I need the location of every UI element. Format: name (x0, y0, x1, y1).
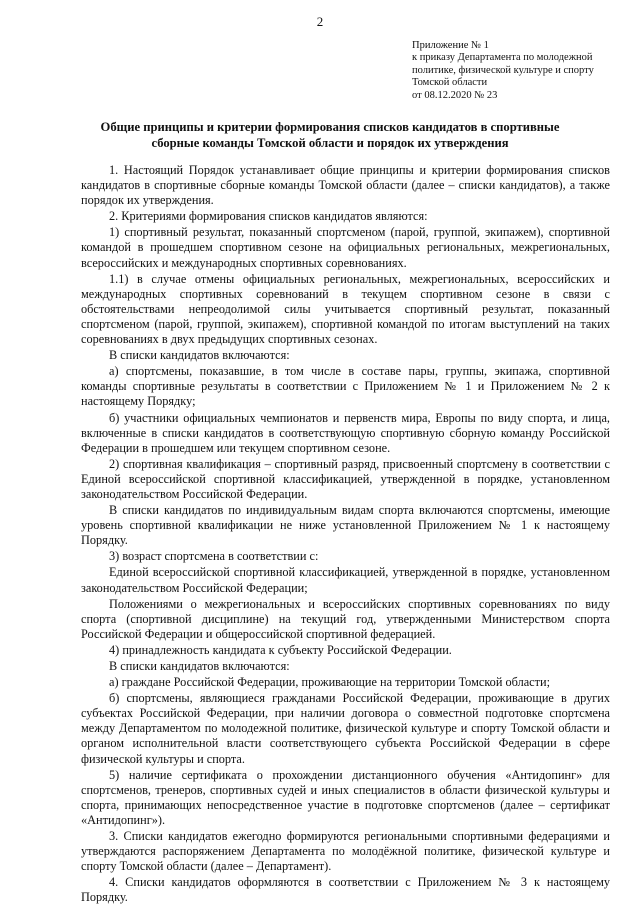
paragraph-2: 2. Критериями формирования списков кандидатов являются: (109, 209, 428, 224)
paragraph-criterion-4: 4) принадлежность кандидата к субъекту Российской Федерации. (109, 642, 452, 657)
appendix-line: от 08.12.2020 № 23 (412, 89, 498, 101)
paragraph-criterion-1-1: 1.1) в случае отмены официальных региональных, межрегиональных, всероссийских и международных спортивных соревнований в текущем спортивном сезоне в связи с обстоятельствами непреодолимой силы учитывается спортивный результат, показанный спортсменом (парой, группой, экипажем), спортивной командой по итогам выступлений на таких соревнованиях в двух предыдущих спортивных сезонах. (81, 271, 610, 347)
appendix-header (412, 40, 627, 102)
paragraph-1: 1. Настоящий Порядок устанавливает общие принципы и критерии формирования списков кандидатов в спортивные сборные команды Томской области (далее – списки кандидатов), а также порядок их утверждения. (81, 163, 610, 208)
page-number: 2 (316, 14, 324, 29)
paragraph-criterion-2: 2) спортивная квалификация – спортивный разряд, присвоенный спортсмену в соответствии с Единой всероссийской спортивной классификацией, утвержденной в порядке, установленном законодательством Российской Федерации. (81, 456, 610, 501)
paragraph-individual-sports: В списки кандидатов по индивидуальным видам спорта включаются спортсмены, имеющие уровень спортивной квалификации не ниже установленной Приложением № 1 к настоящему Порядку. (81, 503, 610, 548)
paragraph-4: 4. Списки кандидатов оформляются в соответствии с Приложением № 3 к настоящему Порядку. (81, 875, 610, 905)
paragraph-include-b: б) участники официальных чемпионатов и первенств мира, Европы по виду спорта, и лица, включенные в списки кандидатов в соответствующую спортивную сборную команду Российской Федерации в прошедшем или текущем спортивном сезоне. (81, 410, 610, 455)
paragraph-citizens-b: б) спортсмены, являющиеся гражданами Российской Федерации, проживающие в других субъектах Российской Федерации, при наличии договора о совместной подготовке спортсмена между Департаментом по молодежной политике, физической культуре и спорту Томской области и органом исполнительной власти соответствующего субъекта Российской Федерации в сфере физической культуры и спорта. (81, 691, 610, 766)
paragraph-3: 3. Списки кандидатов ежегодно формируются региональными спортивными федерациями и утверждаются распоряжением Департамента по молодёжной политике, физической культуре и спорту Томской области (далее – Департамент). (81, 829, 610, 874)
paragraph-include-a: а) спортсмены, показавшие, в том числе в составе пары, группы, экипажа, спортивной команды спортивные результаты в соответствии с Приложением № 1 и Приложением № 2 к настоящему Порядку; (81, 364, 610, 409)
paragraph-criterion-3: 3) возраст спортсмена в соответствии с: (109, 549, 319, 564)
paragraph-regulations: Положениями о межрегиональных и всероссийских спортивных соревнованиях по виду спорта (спортивной дисциплине) на текущий год, утвержденными Министерством спорта Российской Федерации и общероссийской спортивной федерацией. (81, 596, 610, 641)
title-line: сборные команды Томской области и порядок их утверждения (151, 135, 509, 150)
title-line: Общие принципы и критерии формирования списков кандидатов в спортивные (100, 120, 560, 134)
appendix-line: Приложение № 1 (412, 40, 489, 51)
paragraph-criterion-1: 1) спортивный результат, показанный спортсменом (парой, группой, экипажем), спортивной командой в прошедшем спортивном сезоне на официальных региональных, межрегиональных, всероссийских и международных спортивных соревнованиях. (81, 225, 610, 270)
paragraph-criterion-5: 5) наличие сертификата о прохождении дистанционного обучения «Антидопинг» для спортсменов, тренеров, спортивных судей и иных специалистов в области физической культуры и спорта, принимающих непосредственное участие в подготовке спортсменов (далее – сертификат «Антидопинг»). (81, 767, 610, 827)
paragraph-include-heading-2: В списки кандидатов включаются: (109, 659, 290, 673)
paragraph-citizens-a: а) граждане Российской Федерации, проживающие на территории Томской области; (109, 675, 550, 690)
document-body (81, 163, 610, 907)
appendix-line: Томской области (412, 77, 488, 89)
paragraph-include-heading: В списки кандидатов включаются: (109, 348, 290, 363)
appendix-line: к приказу Департамента по молодежной (412, 52, 593, 64)
appendix-line: политике, физической культуре и спорту (412, 64, 594, 76)
paragraph-classification: Единой всероссийской спортивной классификацией, утвержденной в порядке, установленном законодательством Российской Федерации; (81, 565, 610, 595)
document-title (60, 120, 600, 151)
